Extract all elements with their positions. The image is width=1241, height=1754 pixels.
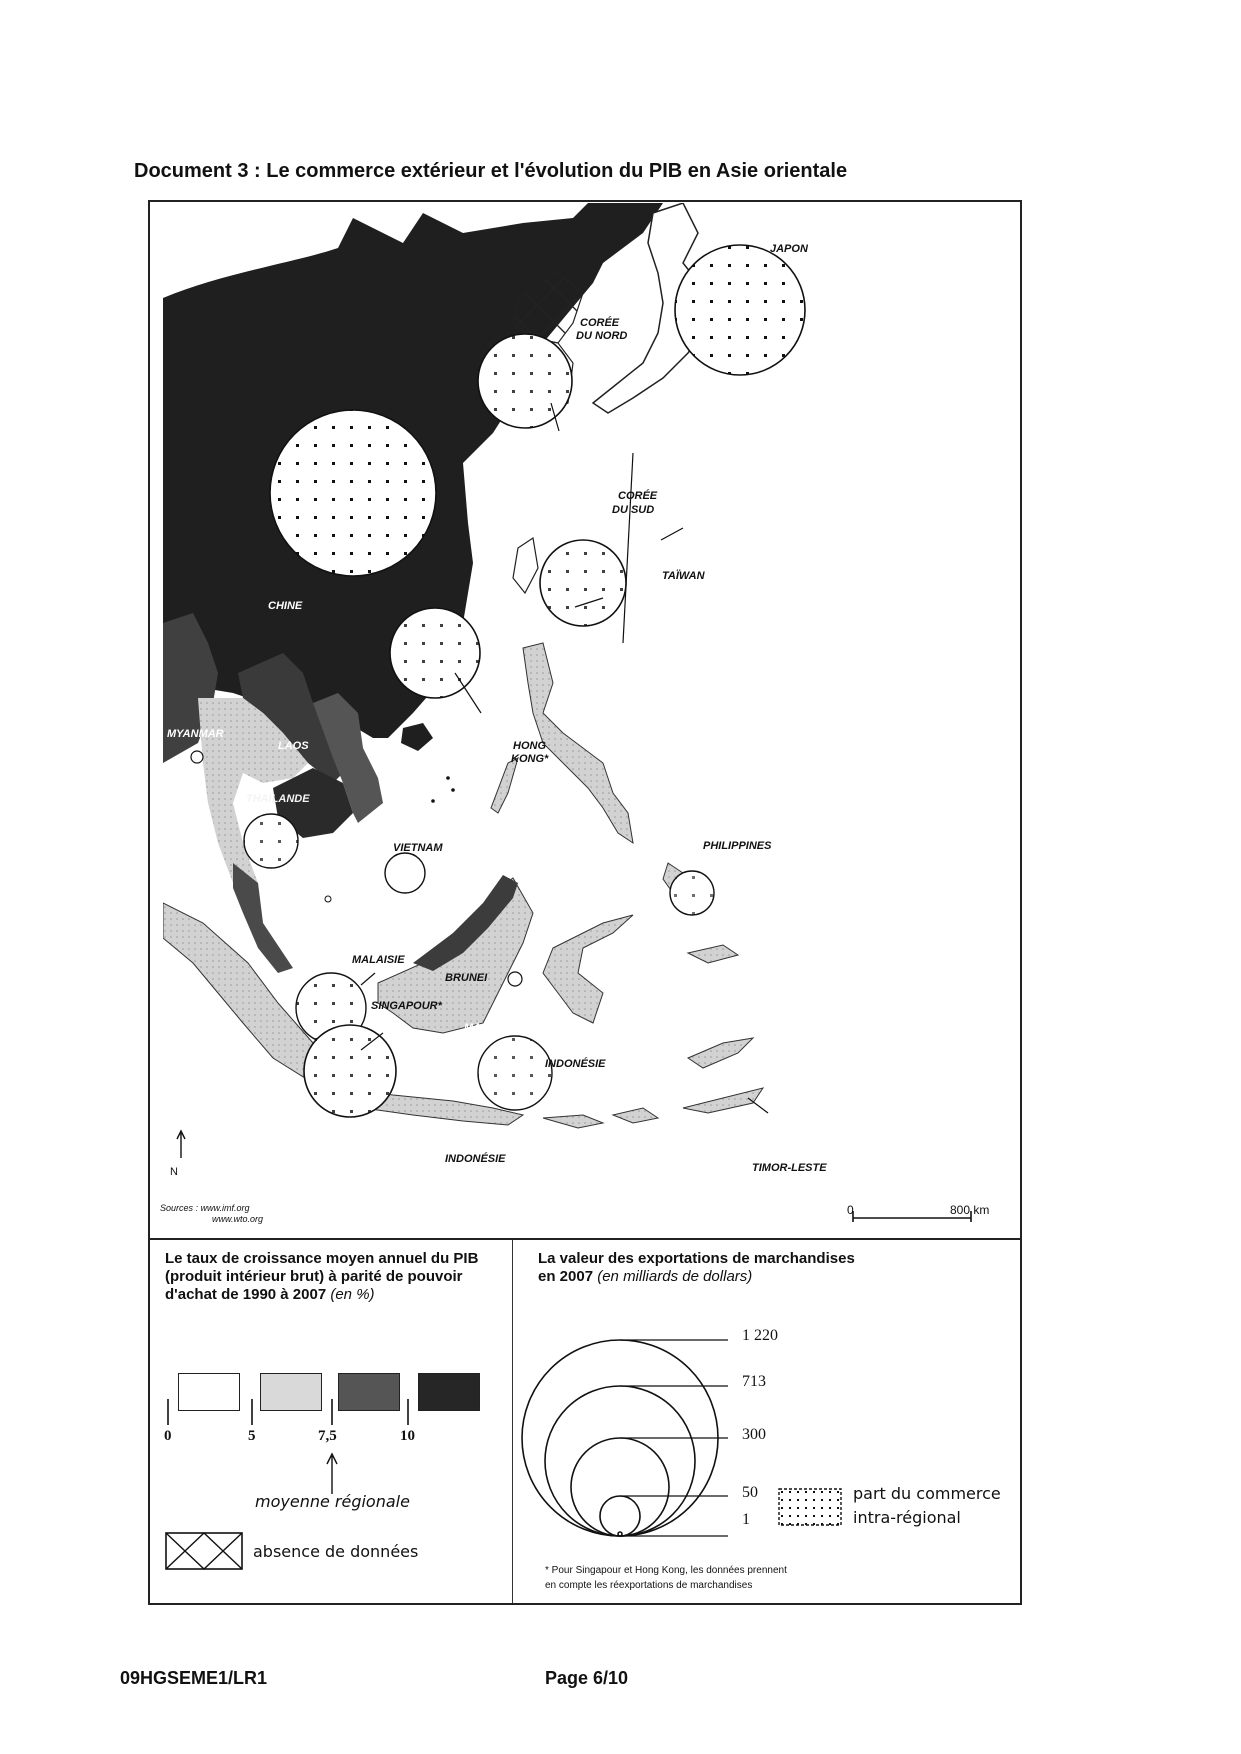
export-circle-taiwan — [540, 540, 626, 626]
taiwan-shape — [513, 538, 538, 593]
legend-exports-title-text: La valeur des exportations de marchandises en 2007 — [538, 1250, 855, 1285]
footnote-line-1: * Pour Singapour et Hong Kong, les données prennent — [545, 1565, 787, 1576]
intra-regional-swatch — [778, 1488, 844, 1528]
gdp-scale-ticks — [160, 1395, 420, 1427]
export-value-713: 713 — [742, 1373, 766, 1390]
intra-regional-label-1: part du commerce — [853, 1484, 1001, 1503]
timor-shape — [688, 1038, 753, 1068]
gdp-tick-5: 5 — [248, 1428, 256, 1444]
export-circle-vietnam — [385, 853, 425, 893]
map-svg — [163, 203, 1019, 1238]
regional-average-label: moyenne régionale — [255, 1492, 410, 1511]
legend-column-separator — [512, 1240, 513, 1603]
label-taiwan: TAÏWAN — [662, 570, 705, 582]
export-value-1: 1 — [742, 1511, 750, 1528]
regional-average-arrow — [322, 1452, 342, 1496]
label-north: N — [170, 1166, 178, 1178]
label-chine: CHINE — [268, 600, 303, 612]
lesser-sunda-shape — [543, 1088, 763, 1128]
intra-regional-label-2: intra-régional — [853, 1508, 961, 1527]
export-circle-singapore — [304, 1025, 396, 1117]
legend-exports-title-unit: (en milliards de dollars) — [597, 1268, 753, 1285]
legend-gdp-title-unit: (en %) — [330, 1286, 375, 1303]
label-myanmar: MYANMAR — [167, 728, 224, 740]
label-singapour: SINGAPOUR* — [371, 1000, 442, 1012]
export-circle-china — [270, 410, 436, 576]
export-circle-japan — [675, 245, 805, 375]
label-coree-nord-2: DU NORD — [576, 330, 628, 342]
legend-separator — [148, 1238, 1022, 1240]
export-circle-indonesia — [478, 1036, 552, 1110]
export-circle-brunei — [508, 972, 522, 986]
gdp-tick-7-5: 7,5 — [318, 1428, 337, 1444]
export-circle-hong-kong — [390, 608, 480, 698]
export-circle-thailand — [244, 814, 298, 868]
export-circle-philippines — [670, 871, 714, 915]
gdp-tick-0: 0 — [164, 1428, 172, 1444]
map-sources — [160, 1203, 263, 1225]
export-value-50: 50 — [742, 1484, 758, 1501]
hainan-shape — [401, 723, 433, 751]
legend-gdp-title-text: Le taux de croissance moyen annuel du PIB (produit intérieur brut) à parité de pouvoir d'achat de 1990 à 2007 — [165, 1250, 479, 1303]
export-value-1220: 1 220 — [742, 1327, 778, 1344]
footnote-line-2: en compte les réexportations de marchandises — [545, 1580, 753, 1591]
legend-exports-title — [538, 1250, 868, 1286]
label-hong-kong-2: KONG* — [511, 753, 549, 765]
exports-footnote — [545, 1563, 787, 1593]
malaysia-peninsula-shape — [233, 863, 293, 973]
label-japon: JAPON — [770, 243, 808, 255]
label-timor-leste: TIMOR-LESTE — [752, 1162, 827, 1174]
gdp-tick-10: 10 — [400, 1428, 415, 1444]
label-philippines: PHILIPPINES — [703, 840, 772, 852]
footer-page: Page 6/10 — [545, 1668, 629, 1688]
label-brunei: BRUNEI — [445, 972, 488, 984]
document-title: Document 3 : Le commerce extérieur et l'évolution du PIB en Asie orientale — [134, 160, 848, 182]
palawan-shape — [491, 758, 518, 813]
footer-code: 09HGSEME1/LR1 — [120, 1668, 268, 1688]
scale-end: 800 km — [950, 1203, 990, 1217]
label-cambodge: CAMBODGE — [303, 860, 369, 872]
export-value-300: 300 — [742, 1426, 766, 1443]
no-data-label: absence de données — [253, 1542, 419, 1561]
export-circle-south-korea — [478, 334, 572, 428]
export-circle-cambodia — [325, 896, 331, 902]
map-area — [163, 203, 1019, 1238]
label-coree-sud-1: CORÉE — [618, 490, 658, 502]
no-data-swatch — [165, 1532, 245, 1572]
exports-circle-scale — [520, 1320, 760, 1540]
label-coree-nord-1: CORÉE — [580, 317, 620, 329]
label-laos: LAOS — [278, 740, 309, 752]
swatch-10-plus — [418, 1373, 480, 1411]
legend-gdp-title — [165, 1250, 505, 1304]
label-indonesie-2: INDONÉSIE — [445, 1153, 506, 1165]
label-malaisie-1: MALAISIE — [352, 954, 405, 966]
label-indonesie-1: INDONÉSIE — [545, 1058, 606, 1070]
label-malaisie-2: MALAISIE — [464, 1022, 517, 1034]
label-hong-kong-1: HONG — [513, 740, 546, 752]
label-thailande: THAÏLANDE — [246, 793, 310, 805]
north-arrow-icon — [177, 1131, 185, 1158]
label-coree-sud-2: DU SUD — [612, 504, 655, 516]
label-vietnam: VIETNAM — [393, 842, 443, 854]
sulawesi-shape — [543, 915, 633, 1023]
source-line-2: www.wto.org — [212, 1214, 264, 1224]
source-line-1: Sources : www.imf.org — [160, 1203, 250, 1213]
export-circle-myanmar — [191, 751, 203, 763]
scale-start: 0 — [847, 1203, 854, 1217]
